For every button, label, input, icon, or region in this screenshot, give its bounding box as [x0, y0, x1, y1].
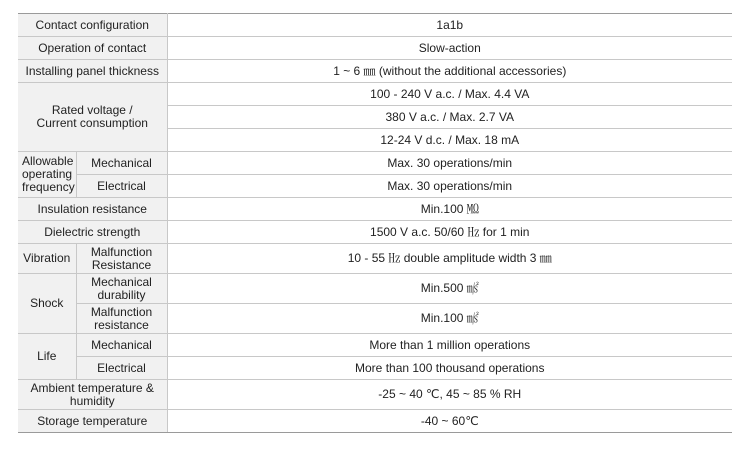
- panel-thickness-value: 1 ~ 6 ㎜ (without the additional accessories): [167, 60, 732, 83]
- operation-of-contact-label: Operation of contact: [18, 37, 167, 60]
- life-mechanical-value: More than 1 million operations: [167, 334, 732, 357]
- frequency-electrical-value: Max. 30 operations/min: [167, 175, 732, 198]
- table-row: [18, 274, 732, 304]
- ambient-temperature-label: [18, 380, 167, 410]
- frequency-mechanical-label: Mechanical: [76, 152, 167, 175]
- table-row: [18, 83, 732, 106]
- vibration-label: Vibration: [18, 244, 76, 274]
- shock-durability-line1: Mechanical: [91, 274, 152, 289]
- ambient-temperature-line1: Ambient temperature &: [30, 380, 154, 395]
- operating-frequency-label: [18, 152, 76, 198]
- storage-temperature-label: Storage temperature: [18, 410, 167, 433]
- rated-voltage-label: [18, 83, 167, 152]
- life-mechanical-label: Mechanical: [76, 334, 167, 357]
- life-label: Life: [18, 334, 76, 380]
- panel-thickness-label: Installing panel thickness: [18, 60, 167, 83]
- rated-voltage-value-2: 380 V a.c. / Max. 2.7 VA: [167, 106, 732, 129]
- shock-malfunction-line2: resistance: [94, 317, 149, 332]
- life-electrical-label: Electrical: [76, 357, 167, 380]
- table-row: [18, 304, 732, 334]
- contact-configuration-label: Contact configuration: [18, 14, 167, 37]
- rated-voltage-label-line2: Current consumption: [36, 116, 148, 130]
- dielectric-strength-value: 1500 V a.c. 50/60 ㎐ for 1 min: [167, 221, 732, 244]
- ambient-temperature-value: -25 ~ 40 ℃, 45 ~ 85 % RH: [167, 380, 732, 410]
- table-row: [18, 221, 732, 244]
- shock-durability-value: Min.500 ㎨: [167, 274, 732, 304]
- shock-durability-label: [76, 274, 167, 304]
- frequency-mechanical-value: Max. 30 operations/min: [167, 152, 732, 175]
- shock-malfunction-line1: Malfunction: [90, 304, 153, 319]
- insulation-resistance-value: Min.100 ㏁: [167, 198, 732, 221]
- storage-temperature-value: -40 ~ 60℃: [167, 410, 732, 433]
- life-electrical-value: More than 100 thousand operations: [167, 357, 732, 380]
- shock-malfunction-value: Min.100 ㎨: [167, 304, 732, 334]
- rated-voltage-value-1: 100 - 240 V a.c. / Max. 4.4 VA: [167, 83, 732, 106]
- rated-voltage-value-3: 12-24 V d.c. / Max. 18 mA: [167, 129, 732, 152]
- operating-frequency-label-line1: Allowable: [22, 154, 74, 168]
- table-row: [18, 37, 732, 60]
- operating-frequency-label-line3: frequency: [22, 180, 75, 194]
- rated-voltage-label-line1: Rated voltage /: [51, 103, 133, 117]
- operating-frequency-label-line2: operating: [22, 167, 73, 181]
- frequency-electrical-label: Electrical: [76, 175, 167, 198]
- table-row: [18, 198, 732, 221]
- table-row: [18, 244, 732, 274]
- contact-configuration-value: 1a1b: [167, 14, 732, 37]
- operation-of-contact-value: Slow-action: [167, 37, 732, 60]
- table-row: [18, 357, 732, 380]
- ambient-temperature-line2: humidity: [69, 393, 115, 408]
- table-row: [18, 380, 732, 410]
- specification-table: [18, 13, 732, 433]
- vibration-malfunction-line2: Resistance: [91, 257, 152, 272]
- shock-durability-line2: durability: [97, 287, 146, 302]
- shock-label: Shock: [18, 274, 76, 334]
- table-row: [18, 334, 732, 357]
- vibration-value: 10 - 55 ㎐ double amplitude width 3 ㎜: [167, 244, 732, 274]
- table-row: [18, 175, 732, 198]
- table-row: [18, 60, 732, 83]
- shock-malfunction-label: [76, 304, 167, 334]
- table-row: [18, 152, 732, 175]
- vibration-malfunction-line1: Malfunction: [90, 244, 153, 259]
- table-row: [18, 410, 732, 433]
- insulation-resistance-label: Insulation resistance: [18, 198, 167, 221]
- vibration-malfunction-label: [76, 244, 167, 274]
- dielectric-strength-label: Dielectric strength: [18, 221, 167, 244]
- table-row: [18, 14, 732, 37]
- spec-table-container: [18, 13, 732, 433]
